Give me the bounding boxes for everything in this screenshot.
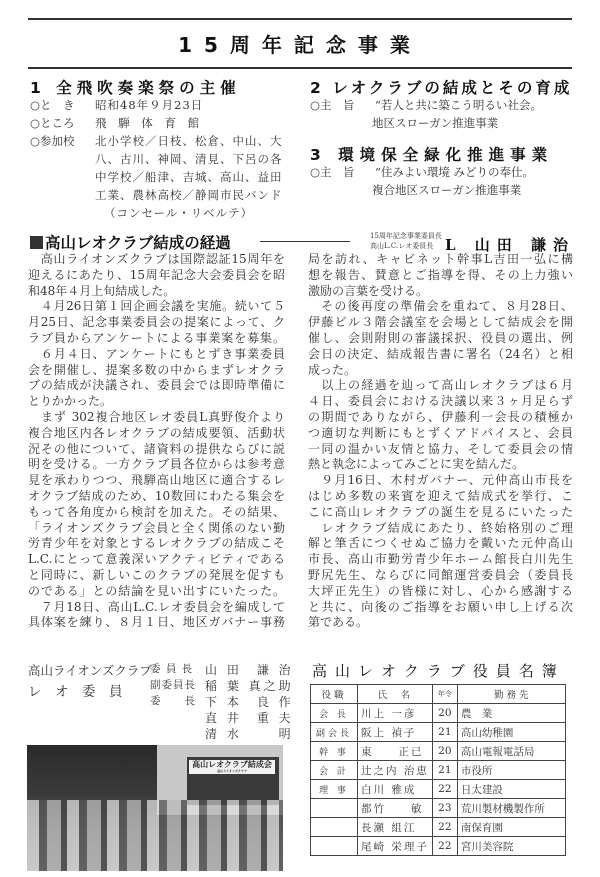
article-line: 大坪正先生）の皆様に対し、心から感謝する [308,583,573,598]
article-line: その後再度の準備会を重ねて、８月28日、 [308,299,573,314]
article-line: のである」との結論を見い出すにいたった。 [28,583,285,598]
section3-heading: 3 環境保全緑化推進事業 [310,146,554,164]
section2-purpose-label: ○主 旨 [310,98,355,112]
section3-purpose-line: “住みよい環境 みどりの奉仕。 [375,165,535,179]
article-line: 局を訪れ、キャビネット幹事L吉田一弘に構 [308,252,573,266]
roster-cell: 長瀬 組江 [358,818,433,837]
article-line: 見を承わりつつ、飛騨高山地区に適合するレ [28,473,285,488]
article-line: 和48年４月上旬結成した。 [28,283,176,298]
article-heading-text: 高山レオクラブ結成の経過 [45,234,231,252]
article-line: 激励の言葉を受ける。 [308,283,429,298]
roster-row [311,818,566,837]
article-line: レオクラブ結成にあたり、終始格別のご理 [308,520,573,535]
roster-row [311,761,566,780]
article-line: 解と筆舌につくせぬご協力を戴いた元仲高山 [308,536,573,551]
section1-heading: 1 全飛吹奏楽祭の主催 [30,79,241,97]
article-line: 月25日、記念事業委員会の提案によって、ク [28,315,285,330]
article-line: ６月４日、アンケートにもとずき事業委員 [28,346,285,361]
byline-title: 15周年記念事業委員長 [370,232,442,240]
section3-purpose-line: 複合地区スローガン推進事業 [372,183,522,197]
roster-cell: 23 [432,799,457,818]
article-line: とりかかった。 [28,394,113,409]
section1-row-value: 北小学校／日枝、松倉、中山、大 [95,134,283,148]
article-line: 第である。 [308,615,369,630]
section1-row-value: 八、古川、神岡、清見、下呂の各 [95,152,283,166]
committee-member-role: 委 員 長 [150,663,194,675]
roster-cell: 荒川製材機製作所 [457,799,565,818]
article-line: 市長、高山市勤労青少年ホーム館長白川先生 [308,552,573,567]
article-line: ４日、委員会における決議以来３ヶ月足らず [308,394,573,409]
article-line: 熱と執念によってみごとに実を結んだ。 [308,457,525,472]
photo-attendees [27,800,283,871]
roster-row [311,837,566,856]
roster-cell: 川上 一彦 [358,704,433,723]
roster-header-cell: 氏 名 [358,685,433,704]
committee-member-role: 副委員長 [150,679,196,691]
article-line: もって各角度から検討を加えた。その結果、 [28,504,285,519]
roster-cell: 幹 事 [311,742,358,761]
roster-cell: 21 [432,723,457,742]
roster-cell [311,837,358,856]
byline-name: L 山田 謙治 [445,236,575,254]
roster-header-cell: 役職 [311,685,358,704]
section2-purpose-line: “若人と共に築こう明るい社会。 [375,98,542,112]
roster-cell: 東 正已 [358,742,433,761]
article-line: 高山ライオンズクラブは国際認証15周年を [28,252,285,266]
committee-name: レ オ 委 員 [28,684,123,700]
roster-row [311,723,566,742]
committee-member-name: 下 本 良 作 [205,695,294,709]
roster-row [311,799,566,818]
article-line: 想を報告、賛意とご指導を得、その上力強い [308,267,573,282]
byline-title: 高山L.C.レオ委員長 [370,242,434,250]
roster-cell: 会 長 [311,704,358,723]
roster-cell: 辻之内 治恵 [358,761,433,780]
section1-row-label: ○と き [30,98,75,112]
roster-cell: 20 [432,704,457,723]
article-line: オクラブ結成のため、10数回にわたる集会を [28,489,285,503]
committee-member-name: 稲 葉 真之助 [205,679,294,693]
roster-cell: 白川 雅成 [358,780,433,799]
article-line: 野尻先生、ならびに同館運営委員会（委員長 [308,568,573,582]
roster-cell: 日太建設 [457,780,565,799]
section2-heading: 2 レオクラブの結成とその育成 [310,79,573,97]
article-line: 況その他について、諸資料の提供ならびに説 [28,441,285,456]
roster-cell: 阪上 禎子 [358,723,433,742]
photo-sign [189,760,275,774]
article-line: L.C.にとって意義深いアクティビティである [28,552,285,567]
article-line: 「ライオンズクラブ会員と全く関係のない勤 [28,520,285,535]
article-line: はじめ多数の来賓を迎えて結成式を挙行、こ [308,489,573,503]
roster-table [310,684,566,856]
article-heading [30,231,231,253]
roster-cell [311,799,358,818]
article-line: ブの結成が決議され、委員会では即時準備に [28,378,285,393]
article-line: ラブ員からアンケートによる事業案を募集。 [28,331,285,345]
roster-header-row [311,685,566,704]
section3-purpose-label: ○主 旨 [310,165,355,179]
article-line: 明を受ける。一方クラブ員各位からは参考意 [28,457,285,472]
roster-cell [311,818,358,837]
article-line: まず 302複合地区レオ委員L真野俊介より [28,410,285,424]
article-line: 催し、会則附則の審議採択、役員の選出、例 [308,331,573,345]
article-line: の期間でありながら、伊藤利一会長の積極か [308,410,573,424]
roster-cell: 理 事 [311,780,358,799]
article-line: つ適切な判断にもとずくアドバイスと、会員 [308,425,573,440]
section1-row-value: 中学校／船津、吉城、高山、益田 [95,170,283,184]
section1-row-label: ○参加校 [30,134,75,148]
article-line: ７月18日、高山L.C.レオ委員会を編成して [28,599,285,614]
title-rule-bottom [28,67,572,69]
roster-cell: 会 計 [311,761,358,780]
committee-member-name: 直 井 重 夫 [205,711,294,725]
committee-org: 高山ライオンズクラブ [28,663,152,678]
roster-header-cell: 勤 務 先 [457,685,565,704]
section1-row-value: （コンセール・リベルテ） [104,206,254,220]
article-line: 会日の決定、結成報告書に署名（24名）と相 [308,346,573,361]
roster-cell: 22 [432,837,457,856]
roster-cell: 副会長 [311,723,358,742]
roster-cell: 高山幼稚園 [457,723,565,742]
roster-cell: 20 [432,742,457,761]
title-rule-top [28,18,572,20]
roster-row [311,704,566,723]
article-line: 具体案を練り、８月１日、地区ガバナー事務 [28,615,285,630]
roster-cell: 都竹 敏 [358,799,433,818]
article-heading-rule [260,241,350,242]
photo-sign-text: 高山レオクラブ結成会 [192,760,272,769]
roster-cell: 22 [432,780,457,799]
roster-row [311,780,566,799]
page-title: 15周年記念事業 [178,33,422,57]
roster-cell: 22 [432,818,457,837]
square-bullet-icon [30,236,43,249]
section1-row-value: 工業、農林高校／静岡市民バンド [95,188,283,202]
article-line: 会を開催し、提案多数の中からまずレオクラ [28,362,285,377]
committee-member-name: 山 田 謙 治 [205,663,294,677]
roster-cell: 農 業 [457,704,565,723]
article-line: と共に、向後のご指導をお願い申し上げる次 [308,599,573,614]
roster-header-cell: 年令 [432,685,457,704]
article-line: ９月16日、木村ガバナー、元仲高山市長を [308,473,573,488]
section1-row-label: ○ところ [30,116,75,130]
article-line: こに高山レオクラブの誕生を見るにいたった [308,504,573,519]
roster-cell: 高山電報電話局 [457,742,565,761]
roster-row [311,742,566,761]
section1-row-value: 飛 騨 体 育 館 [95,116,204,130]
section2-purpose-line: 地区スローガン推進事業 [372,116,499,130]
roster-cell: 尾崎 栄理子 [358,837,433,856]
article-line: 以上の経過を辿って高山レオクラブは６月 [308,378,573,393]
photo-sign-subtext: 高山ライオンズクラブ [217,769,247,773]
article-line: 成った。 [308,362,357,377]
article-line: ４月26日第１回企画会議を実施。続いて５ [28,299,285,314]
roster-cell: 宮川美容院 [457,837,565,856]
meeting-photo [27,745,283,871]
committee-member-name: 清 水 明 [205,727,294,741]
roster-cell: 21 [432,761,457,780]
article-line: 迎えるにあたり、15周年記念大会委員会を昭 [28,267,285,282]
roster-cell: 南保育園 [457,818,565,837]
section1-row-value: 昭和48年９月23日 [95,98,204,112]
article-line: と同時に、新しいこのクラブの発展を促すも [28,568,285,582]
committee-member-role: 委 長 [150,695,196,707]
article-line: 伊藤ビル３階会議室を会場として結成会を開 [308,315,573,330]
roster-title: 高山レオクラブ役員名簿 [312,662,565,680]
roster-cell: 市役所 [457,761,565,780]
article-line: 労青少年を対象とするレオクラブの結成こそ [28,536,285,551]
article-line: 複合地区内各レオクラブの結成要領、活動状 [28,425,285,440]
article-line: 一同の温かい友情と協力、そして委員会の情 [308,441,573,456]
